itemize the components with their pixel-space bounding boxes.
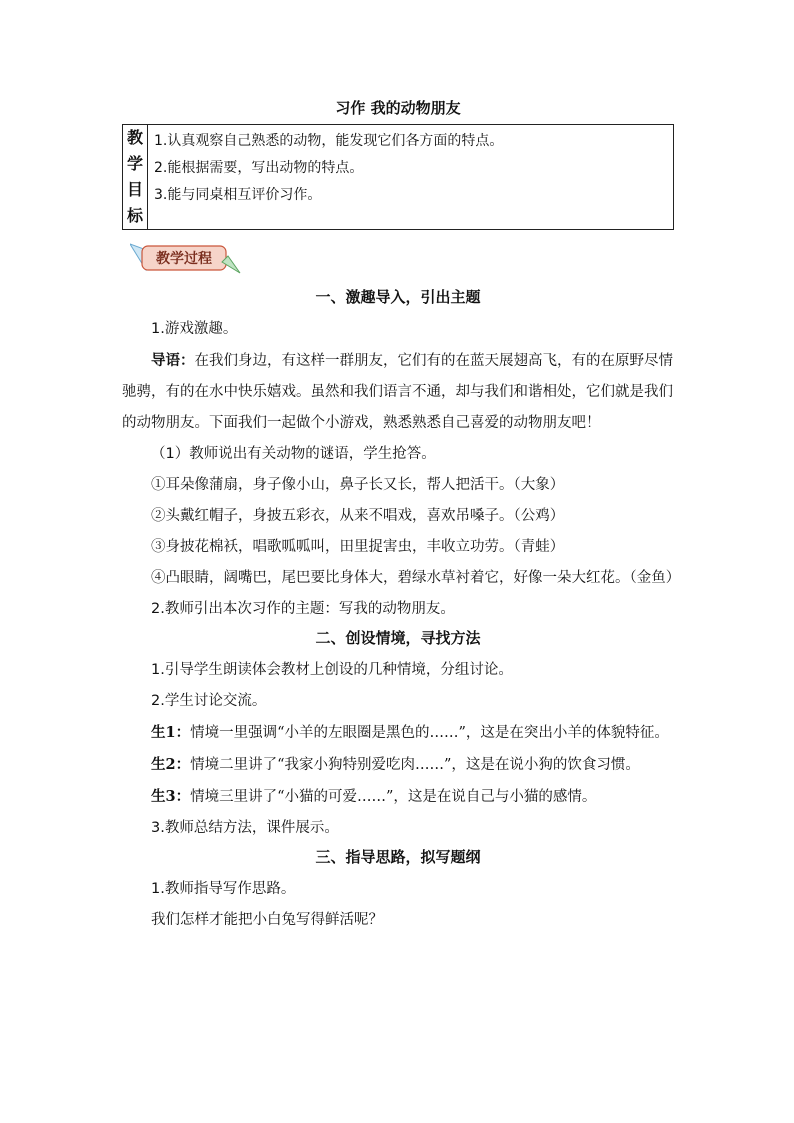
goal-item: 2.能根据需要，写出动物的特点。 [154, 160, 364, 176]
section-heading: 三、指导思路，拟写题纲 [315, 848, 481, 866]
goal-label-char: 目 [126, 180, 143, 199]
goal-label-char: 学 [126, 154, 143, 173]
student-response [122, 749, 674, 781]
paragraph: 2.学生讨论交流。 [151, 693, 267, 709]
student-response-text: 情境一里强调“小羊的左眼圈是黑色的……”，这是在突出小羊的体貌特征。 [190, 725, 669, 741]
paragraph: 1.教师指导写作思路。 [151, 881, 296, 897]
paragraph: 2.教师引出本次习作的主题：写我的动物朋友。 [151, 601, 455, 617]
riddle-item: ④凸眼睛，阔嘴巴，尾巴要比身体大，碧绿水草衬着它，好像一朵大红花。（金鱼） [151, 570, 681, 586]
paragraph: 1.引导学生朗读体会教材上创设的几种情境，分组讨论。 [151, 662, 513, 678]
student-label: 生2： [151, 756, 191, 773]
student-response [122, 781, 674, 813]
student-label: 生3： [151, 788, 191, 805]
riddle-item: ②头戴红帽子，身披五彩衣，从来不唱戏，喜欢吊嗓子。（公鸡） [151, 508, 565, 524]
teaching-goals-table [122, 124, 674, 230]
badge-label: 教学过程 [156, 251, 212, 267]
student-response-text: 情境二里讲了“我家小狗特别爱吃肉……”，这是在说小狗的饮食习惯。 [190, 757, 640, 773]
section-heading: 一、激趣导入，引出主题 [315, 288, 481, 306]
teaching-goals-list [148, 125, 674, 230]
teaching-process-badge [130, 240, 242, 274]
section-heading: 二、创设情境，寻找方法 [315, 629, 481, 647]
riddle-item: ①耳朵像蒲扇，身子像小山，鼻子长又长，帮人把活干。（大象） [151, 477, 565, 493]
teaching-goals-label [123, 125, 148, 230]
student-response-text: 情境三里讲了“小猫的可爱……”，这是在说自己与小猫的感情。 [190, 789, 597, 805]
student-response [122, 717, 674, 749]
teaching-process-badge-area [122, 236, 674, 286]
paragraph [122, 345, 674, 439]
riddle-item: ③身披花棉袄，唱歌呱呱叫，田里捉害虫，丰收立功劳。（青蛙） [151, 539, 565, 555]
paragraph: 我们怎样才能把小白兔写得鲜活呢？ [151, 912, 383, 928]
goal-label-char: 教 [126, 128, 143, 147]
paragraph: （1）教师说出有关动物的谜语，学生抢答。 [151, 446, 436, 462]
paragraph-text: 在我们身边，有这样一群朋友，它们有的在蓝天展翅高飞，有的在原野尽情驰骋，有的在水中快乐嬉戏。虽然和我们语言不通，却与我们和谐相处，它们就是我们的动物朋友。下面我们一起做个小游戏，熟悉熟悉自己喜爱的动物朋友吧！ [122, 353, 673, 431]
goal-item: 3.能与同桌相互评价习作。 [154, 187, 322, 203]
paragraph-lead: 导语： [151, 352, 195, 369]
paragraph: 3.教师总结方法，课件展示。 [151, 820, 339, 836]
document-title: 习作 我的动物朋友 [335, 99, 461, 117]
document-page [122, 98, 681, 936]
paragraph: 1.游戏激趣。 [151, 321, 238, 337]
student-label: 生1： [151, 724, 191, 741]
goal-item: 1.认真观察自己熟悉的动物，能发现它们各方面的特点。 [154, 133, 504, 149]
goal-label-char: 标 [126, 206, 143, 225]
